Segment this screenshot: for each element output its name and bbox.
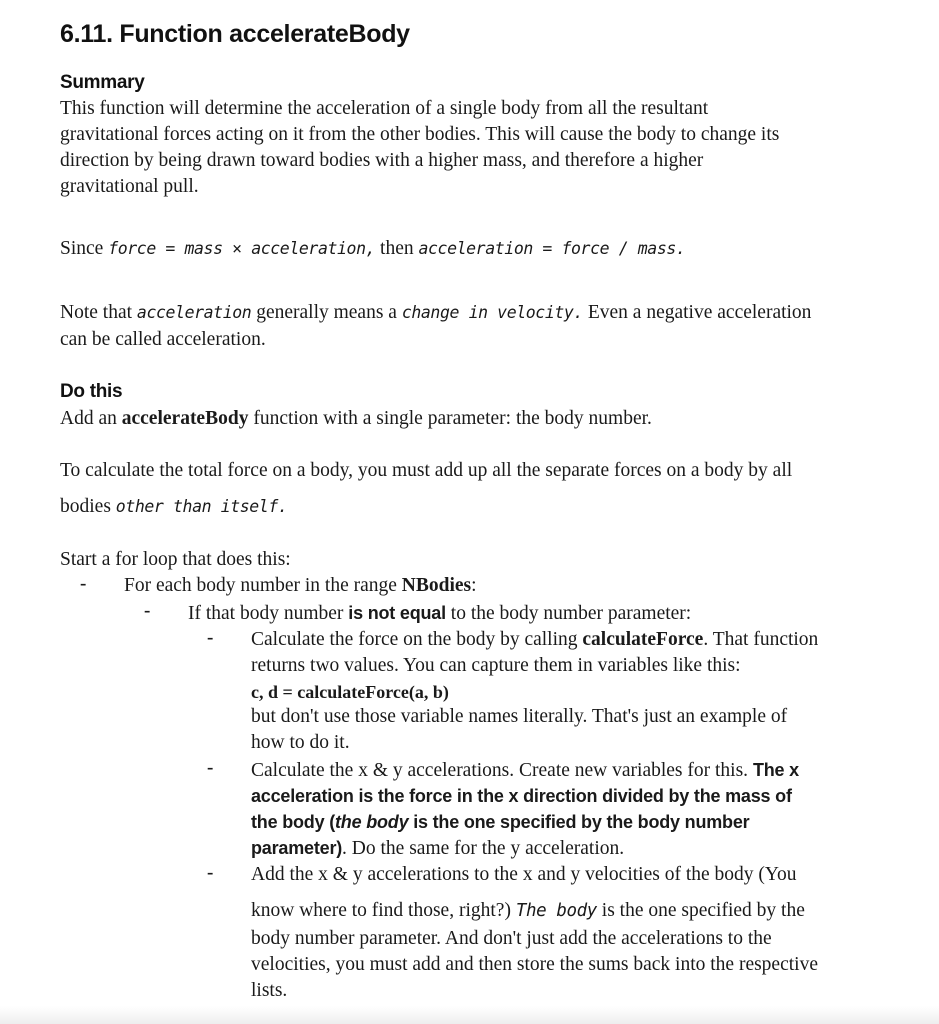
do-this-paragraph (60, 406, 652, 432)
total-force-emphasis: other than itself. (115, 497, 288, 516)
step-calculate-acceleration (251, 757, 799, 784)
condition-emphasis: is not equal (348, 603, 446, 623)
note-mid: generally means a (251, 302, 402, 323)
step-calculate-force (251, 627, 818, 653)
page-title: 6.11. Function accelerateBody (60, 20, 410, 48)
note-term-velocity: change in velocity. (401, 303, 583, 322)
formula-prefix: Since (60, 238, 109, 259)
bullet-dash: - (207, 627, 214, 648)
step1-prefix: Calculate the force on the body by calling (251, 629, 583, 650)
calculate-force-term: calculateForce (582, 629, 704, 650)
function-name: accelerateBody (121, 408, 249, 429)
step3-line-5: lists. (251, 980, 288, 1001)
condition-suffix: to the body number parameter: (445, 603, 692, 624)
summary-line: direction by being drawn toward bodies with a higher mass, and therefore a higher (60, 150, 704, 171)
step3-line-3: body number parameter. And don't just add the accelerations to the (251, 928, 772, 949)
step3-line-2 (251, 898, 805, 924)
total-force-line: To calculate the total force on a body, you must add up all the separate forces on a body by all (60, 460, 793, 481)
note-paragraph (60, 300, 811, 326)
page-bottom-edge (0, 1006, 939, 1024)
step3-line-4: velocities, you must add and then store the sums back into the respective (251, 954, 818, 975)
step2-prefix: Calculate the x & y accelerations. Create new variables for this. (251, 760, 753, 781)
bullet-dash: - (80, 573, 87, 594)
bullet-dash: - (207, 757, 214, 778)
loop-intro: Start a for loop that does this: (60, 549, 291, 570)
step2-line4-bold: parameter) (251, 838, 343, 858)
loop-item-condition (188, 600, 691, 627)
formula-paragraph (60, 236, 685, 262)
step1-suffix: . That function (703, 629, 819, 650)
step2-line-3 (251, 809, 749, 836)
step2-emphasis: The x (752, 760, 799, 780)
note-term-acceleration: acceleration (136, 303, 252, 322)
step2-line3-a: the body ( (251, 812, 335, 832)
step3-emphasis: The body (515, 901, 597, 921)
summary-heading: Summary (60, 72, 145, 93)
step-add-velocities: Add the x & y accelerations to the x and y velocities of the body (You (251, 864, 797, 885)
code-example: c, d = calculateForce(a, b) (251, 682, 449, 702)
step1-line-2: returns two values. You can capture them in variables like this: (251, 655, 741, 676)
formula-mid: then (375, 238, 419, 259)
formula-acceleration: acceleration = force / mass. (418, 239, 686, 258)
note-line-2: can be called acceleration. (60, 329, 266, 350)
note-prefix: Note that (60, 302, 137, 323)
condition-prefix: If that body number (188, 603, 349, 624)
loop-item-range (124, 573, 477, 599)
nbodies-term: NBodies (401, 575, 472, 596)
bullet-dash: - (144, 600, 151, 621)
do-this-suffix: function with a single parameter: the body number. (248, 408, 652, 429)
step3-line2-suffix: is the one specified by the (596, 900, 805, 921)
note-suffix: Even a negative acceleration (582, 302, 812, 323)
summary-line: gravitational forces acting on it from the other bodies. This will cause the body to change its (60, 124, 780, 145)
summary-line: gravitational pull. (60, 176, 199, 197)
step2-emphasis-line-2: acceleration is the force in the x direction divided by the mass of (251, 786, 792, 806)
step2-line3-italic: the body (335, 812, 409, 832)
do-this-prefix: Add an (60, 408, 122, 429)
step3-line2-prefix: know where to find those, right?) (251, 900, 516, 921)
formula-force: force = mass × acceleration, (108, 239, 376, 258)
bullet-dash: - (207, 862, 214, 883)
summary-line: This function will determine the acceleration of a single body from all the resultant (60, 98, 709, 119)
do-this-heading: Do this (60, 381, 123, 402)
total-force-line-2 (60, 494, 287, 520)
step2-line3-b: is the one specified by the body number (408, 812, 750, 832)
step2-line4-rest: . Do the same for the y acceleration. (342, 838, 625, 859)
step1-line-5: how to do it. (251, 732, 350, 753)
total-force-prefix: bodies (60, 496, 116, 517)
step1-line-4: but don't use those variable names literally. That's just an example of (251, 706, 788, 727)
loop-range-suffix: : (471, 575, 477, 596)
step2-line-4 (251, 835, 624, 862)
loop-range-prefix: For each body number in the range (124, 575, 402, 596)
